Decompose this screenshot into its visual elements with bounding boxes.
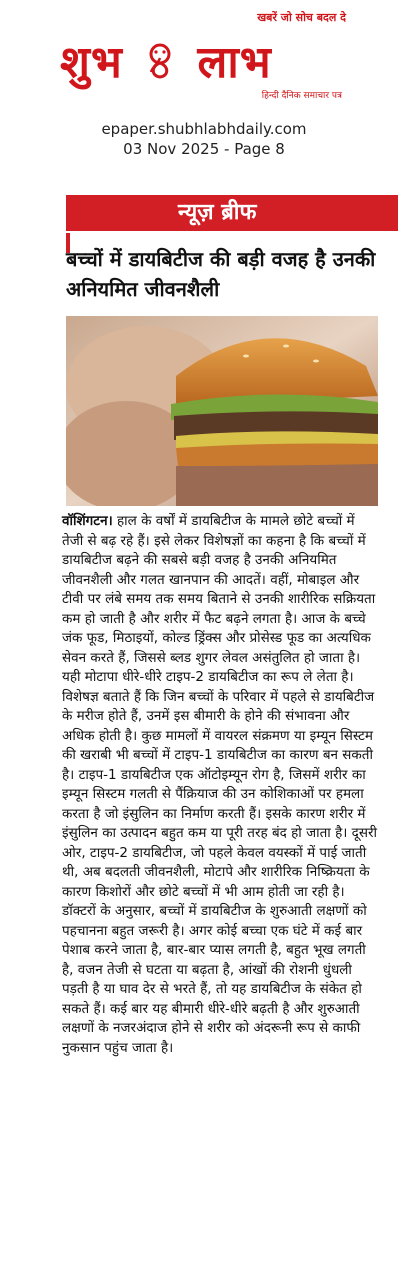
section-label: न्यूज़ ब्रीफ (178, 200, 257, 225)
brand-left: शुभ (60, 37, 123, 88)
article-photo-burger (66, 316, 378, 506)
article-dateline: वॉशिंगटन। (62, 513, 113, 529)
article-headline: बच्चों में डायबिटीज की बड़ी वजह है उनकी अनियमित जीवनशैली (66, 247, 376, 301)
section-band (66, 195, 398, 231)
edition-date-page: 03 Nov 2025 - Page 8 (123, 140, 285, 158)
edition-url: epaper.shubhlabhdaily.com (101, 120, 307, 138)
brand-right: लाभ (197, 37, 272, 88)
article-body-text: हाल के वर्षों में डायबिटीज के मामले छोटे बच्चों में तेजी से बढ़ रहे हैं। इसे लेकर विशेषज्ञों का कहना है कि बच्चों में डायबिटीज बढ़ने की सबसे बड़ी वजह है उनकी अनियमित जीवनशैली और गलत खानपान की आदतें। वहीं, मोबाइल और टीवी पर लंबे समय तक समय बिताने से उनकी शारीरिक सक्रियता कम हो जाती है और शरीर में फैट बढ़ने लगता है। आज के बच्चे जंक फूड, मिठाइयों, कोल्ड ड्रिंक्स और प्रोसेस्ड फूड का अत्यधिक सेवन करते हैं, जिससे ब्लड शुगर लेवल असंतुलित हो जाता है। यही मोटापा धीरे-धीरे टाइप-2 डायबिटीज का रूप ले लेता है। विशेषज्ञ बताते हैं कि जिन बच्चों के परिवार में पहले से डायबिटीज के मरीज होते हैं, उनमें इस बीमारी के होने की संभावना और अधिक होती है। कुछ मामलों में वायरल संक्रमण या इम्यून सिस्टम की खराबी भी बच्चों में टाइप-1 डायबिटीज का कारण बन सकती है। टाइप-1 डायबिटीज एक ऑटोइम्यून रोग है, जिसमें शरीर का इम्यून सिस्टम गलती से पैंक्रियाज की उन कोशिकाओं पर हमला करता है जो इंसुलिन का निर्माण करती हैं। इसके कारण शरीर में इंसुलिन का उत्पादन बहुत कम या पूरी तरह बंद हो जाता है। दूसरी ओर, टाइप-2 डायबिटीज, जो पहले केवल वयस्कों में पाई जाती थी, अब बदलती जीवनशैली, मोटापे और शारीरिक निष्क्रियता के कारण किशोरों और छोटे बच्चों में भी आम होती जा रही है। डॉक्टरों के अनुसार, बच्चों में डायबिटीज के शुरुआती लक्षणों को पहचानना बहुत जरूरी है। अगर कोई बच्चा एक घंटे में कई बार पेशाब करने जाता है, बार-बार प्यास लगती है, बहुत भूख लगती है, वजन तेजी से घटता या बढ़ता है, आंखों की रोशनी धुंधली पड़ती है या घाव देर से भरते हैं, तो यह डायबिटीज के संकेत हो सकते हैं। कई बार यह बीमारी धीरे-धीरे बढ़ती है और शुरुआती लक्षणों के नजरअंदाज होने से शरीर को अंदरूनी रूप से काफी नुकसान पहुंच जाता है। (62, 513, 377, 1056)
masthead-tagline: खबरें जो सोच बदल दे (257, 11, 346, 24)
article-body (62, 512, 378, 1058)
ganesha-emblem-icon (143, 40, 177, 91)
masthead-subtag: हिन्दी दैनिक समाचार पत्र (261, 91, 342, 101)
masthead (56, 8, 352, 108)
brand-logo (60, 30, 272, 91)
